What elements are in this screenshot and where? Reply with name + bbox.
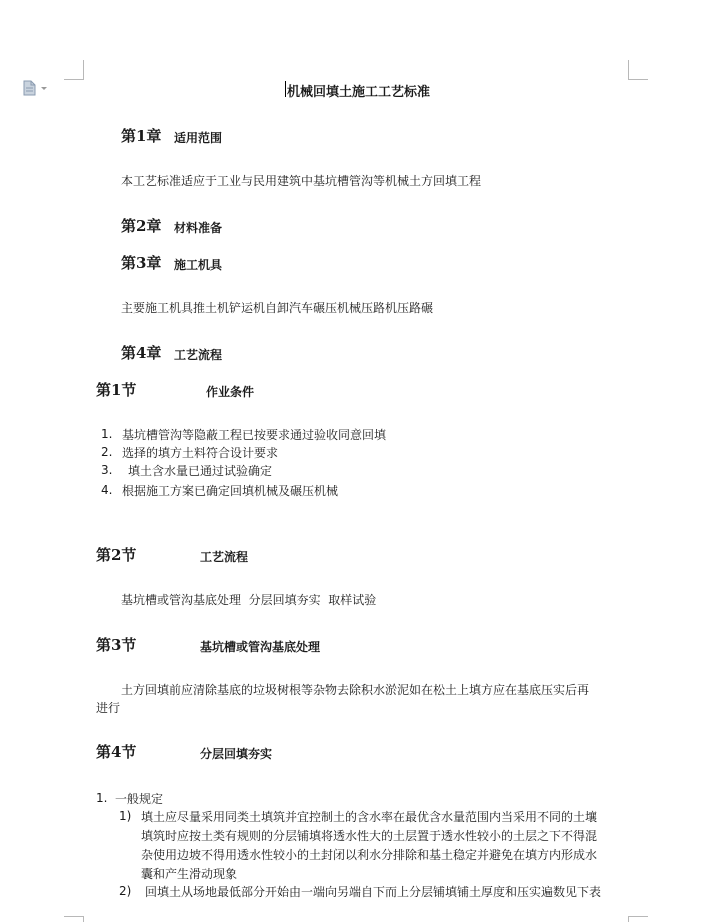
list-item-1-number: 1.: [101, 427, 113, 441]
section-3-text-line-2: 进行: [96, 701, 121, 715]
chapter-3-text: 主要施工机具推土机铲运机自卸汽车碾压机械压路机压路碾: [121, 301, 434, 315]
list-item-3-number: 3.: [101, 463, 113, 477]
chapter-4-number: 第4章: [121, 344, 162, 362]
chapter-1-title: 适用范围: [174, 131, 223, 145]
chapter-1-text: 本工艺标准适应于工业与民用建筑中基坑槽管沟等机械土方回填工程: [121, 174, 482, 188]
paragraph-1-line-4: 囊和产生滑动现象: [141, 867, 238, 881]
paragraph-2-line-1: 回填土从场地最低部分开始由一端向另端自下而上分层铺填铺土厚度和压实遍数见下表: [145, 885, 602, 899]
paragraph-1-line-1: 填土应尽量采用同类土填筑并宜控制土的含水率在最优含水量范围内当采用不同的土壤: [141, 810, 598, 824]
section-3-title: 基坑槽或管沟基底处理: [200, 640, 321, 654]
document-title: 机械回填土施工工艺标准: [287, 85, 431, 100]
margin-corner-top-left: [64, 60, 84, 80]
paragraph-1-number: 1): [119, 809, 132, 823]
text-cursor: [285, 81, 286, 97]
list-item-1-text: 基坑槽管沟等隐蔽工程已按要求通过验收同意回填: [122, 428, 387, 442]
section-4-number: 第4节: [96, 743, 137, 761]
list-item-3-text: 填土含水量已通过试验确定: [128, 464, 273, 478]
margin-corner-bottom-right: [628, 916, 648, 922]
section-1-title: 作业条件: [206, 385, 255, 399]
section-3-text-line-1: 土方回填前应清除基底的垃圾树根等杂物去除积水淤泥如在松土上填方应在基底压实后再: [121, 683, 590, 697]
paragraph-1-line-3: 杂使用边坡不得用透水性较小的土封闭以利水分排除和基土稳定并避免在填方内形成水: [141, 848, 598, 862]
chapter-1-number: 第1章: [121, 127, 162, 145]
paragraph-2-number: 2): [119, 884, 132, 898]
list-item-2-number: 2.: [101, 445, 113, 459]
chapter-2-title: 材料准备: [174, 221, 223, 235]
chapter-3-title: 施工机具: [174, 258, 223, 272]
section-2-title: 工艺流程: [200, 550, 249, 564]
chapter-4-title: 工艺流程: [174, 348, 223, 362]
list-item-4-number: 4.: [101, 483, 113, 497]
chapter-2-number: 第2章: [121, 217, 162, 235]
section-3-number: 第3节: [96, 636, 137, 654]
list-item-2-text: 选择的填方土料符合设计要求: [122, 446, 279, 460]
paragraph-1-line-2: 填筑时应按土类有规则的分层铺填将透水性大的土层置于透水性较小的土层之下不得混: [141, 829, 598, 843]
margin-corner-top-right: [628, 60, 648, 80]
subsection-number: 1.: [96, 791, 108, 805]
section-1-number: 第1节: [96, 381, 137, 399]
section-2-number: 第2节: [96, 546, 137, 564]
section-2-text: 基坑槽或管沟基底处理 分层回填夯实 取样试验: [121, 593, 377, 607]
list-item-4-text: 根据施工方案已确定回填机械及碾压机械: [122, 484, 339, 498]
chapter-3-number: 第3章: [121, 254, 162, 272]
subsection-title: 一般规定: [115, 792, 164, 806]
section-4-title: 分层回填夯实: [200, 747, 273, 761]
document-options-icon[interactable]: [22, 80, 50, 96]
margin-corner-bottom-left: [64, 916, 84, 922]
